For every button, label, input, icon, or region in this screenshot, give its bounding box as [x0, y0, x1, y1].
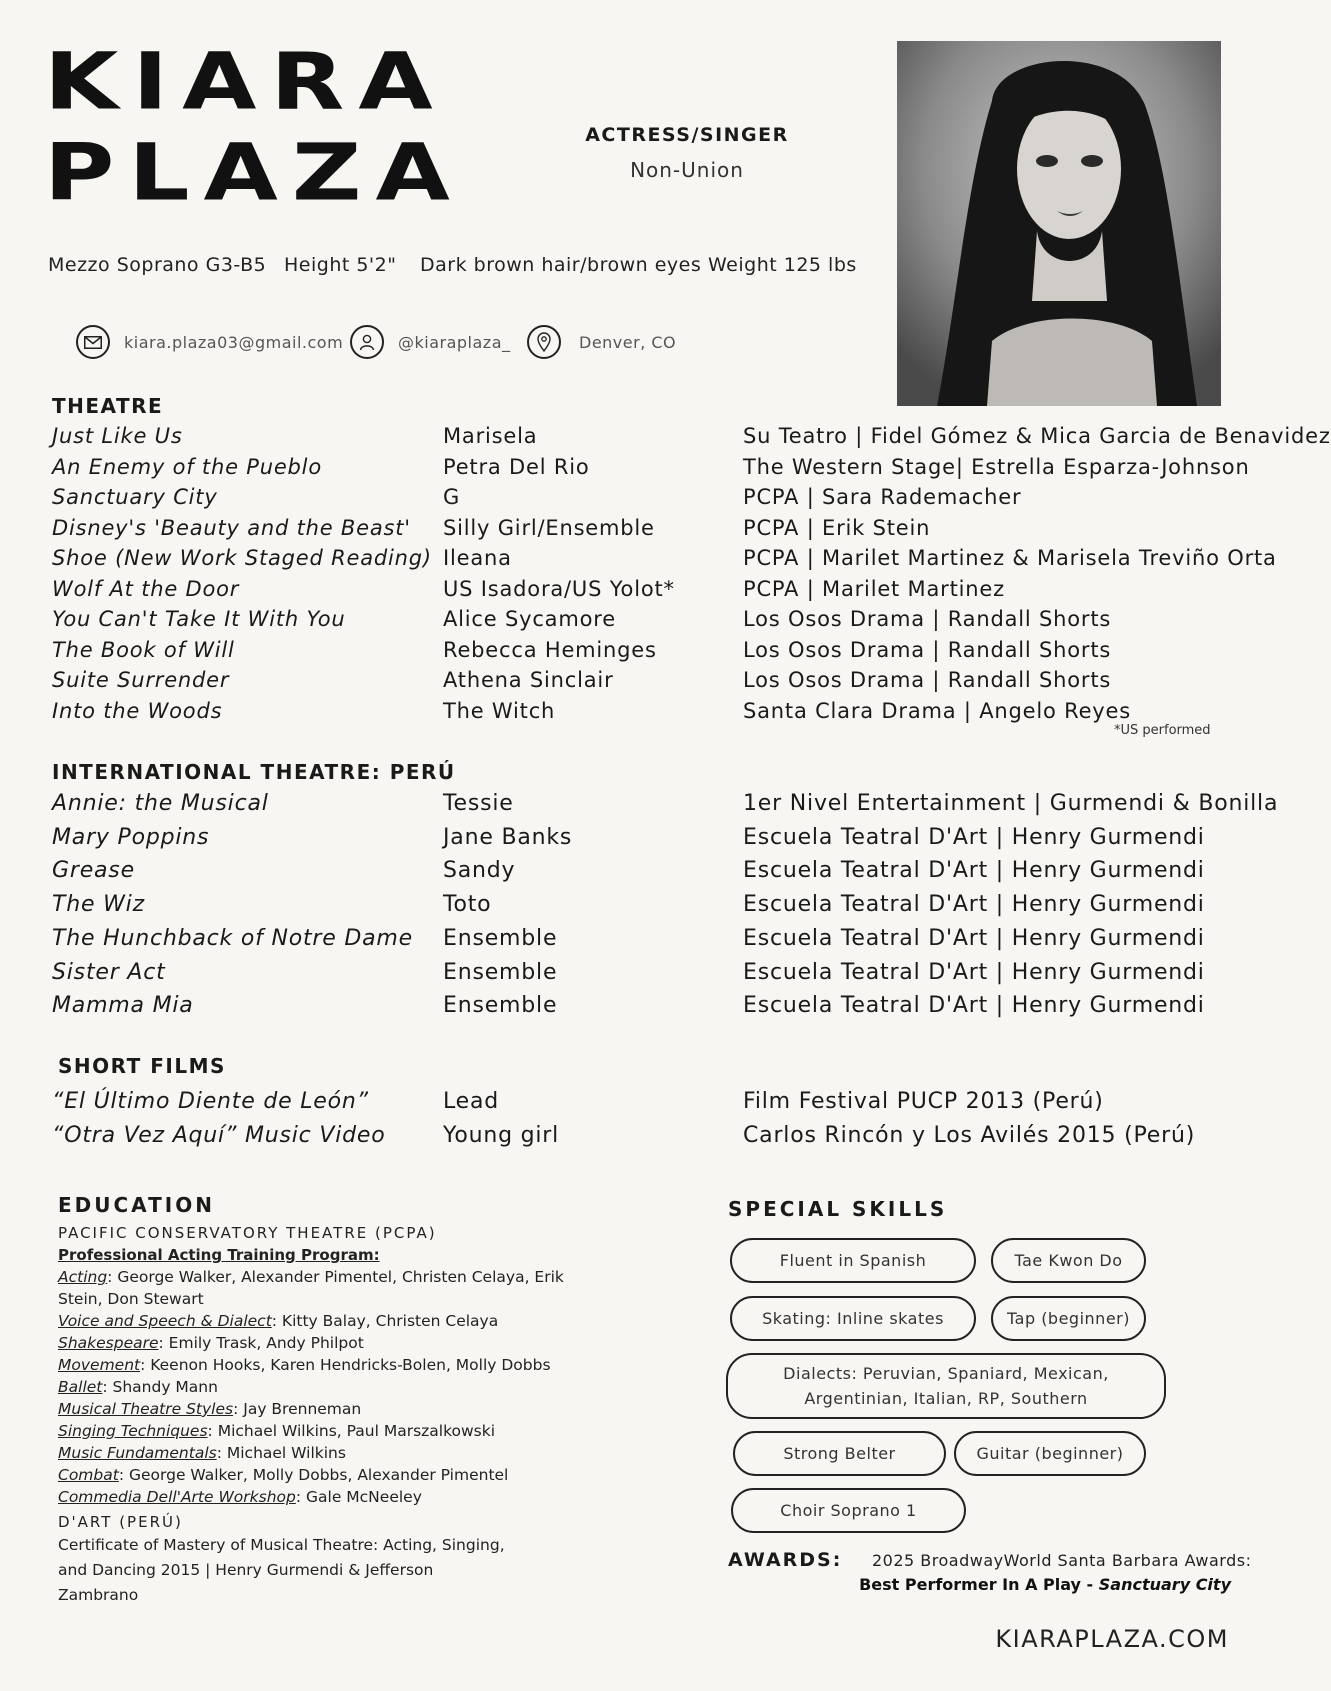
skill-pill: Fluent in Spanish	[730, 1238, 976, 1283]
instagram-handle[interactable]: @kiaraplaza_	[398, 333, 511, 352]
height-stat: Height 5'2"	[284, 254, 397, 276]
role: Lead	[443, 1089, 500, 1114]
awards-heading: AWARDS:	[728, 1549, 843, 1571]
role: Young girl	[443, 1123, 560, 1148]
company: Film Festival PUCP 2013 (Perú)	[743, 1089, 1104, 1114]
company: Escuela Teatral D'Art | Henry Gurmendi	[743, 892, 1205, 918]
role: Athena Sinclair	[443, 668, 614, 692]
role: Rebecca Heminges	[443, 637, 657, 662]
skill-pill: Tap (beginner)	[991, 1296, 1146, 1341]
table-row	[0, 993, 1269, 1023]
company: PCPA | Marilet Martinez & Marisela Treviño Orta	[743, 546, 1277, 570]
list-item: Acting: George Walker, Alexander Pimentel, Christen Celaya, Erik Stein, Don Stewart	[58, 1268, 564, 1308]
table-row	[0, 577, 1269, 607]
company: Escuela Teatral D'Art | Henry Gurmendi	[743, 959, 1205, 985]
award-detail: Best Performer In A Play - Sanctuary City	[859, 1575, 1231, 1594]
table-row	[0, 1089, 1269, 1119]
company: Escuela Teatral D'Art | Henry Gurmendi	[743, 993, 1205, 1019]
international-heading: INTERNATIONAL THEATRE: PERÚ	[52, 760, 456, 784]
table-row	[0, 892, 1269, 922]
skill-pill: Dialects: Peruvian, Spaniard, Mexican, Argentinian, Italian, RP, Southern	[726, 1353, 1166, 1419]
skill-pill: Skating: Inline skates	[730, 1296, 976, 1341]
role: Silly Girl/Ensemble	[443, 515, 655, 540]
envelope-icon	[76, 325, 110, 359]
company: Santa Clara Drama | Angelo Reyes	[743, 698, 1131, 723]
list-item: Voice and Speech & Dialect: Kitty Balay, Christen Celaya	[58, 1312, 499, 1330]
weight-stat: Weight 125 lbs	[708, 254, 857, 276]
skill-pill: Strong Belter	[733, 1431, 946, 1476]
show-title: Just Like Us	[52, 424, 183, 448]
role: Petra Del Rio	[443, 454, 590, 479]
table-row	[0, 424, 1331, 454]
list-item: Movement: Keenon Hooks, Karen Hendricks-Bolen, Molly Dobbs	[58, 1356, 551, 1374]
company: PCPA | Sara Rademacher	[743, 485, 1022, 509]
certificate: Certificate of Mastery of Musical Theatre: Acting, Singing, and Dancing 2015 | Henry Gurmendi & Jefferson Zambrano	[58, 1536, 505, 1604]
show-title: Annie: the Musical	[52, 791, 269, 816]
company: 1er Nivel Entertainment | Gurmendi & Bonilla	[743, 791, 1279, 816]
company: Los Osos Drama | Randall Shorts	[743, 607, 1112, 631]
award-title: 2025 BroadwayWorld Santa Barbara Awards:	[872, 1551, 1252, 1570]
table-row	[0, 699, 1269, 729]
show-title: The Book of Will	[52, 637, 235, 662]
role-title: ACTRESS/SINGER	[585, 124, 789, 146]
table-row	[0, 668, 1269, 698]
short-films-list	[0, 1089, 1269, 1159]
show-title: Into the Woods	[52, 698, 223, 723]
role: Alice Sycamore	[443, 607, 616, 631]
company: Su Teatro | Fidel Gómez & Mica Garcia de Benavidez	[743, 424, 1331, 448]
show-title: The Hunchback of Notre Dame	[52, 925, 413, 951]
last-name: PLAZA	[44, 126, 464, 219]
email-link[interactable]: kiara.plaza03@gmail.com	[124, 333, 344, 352]
skill-pill: Choir Soprano 1	[731, 1488, 966, 1533]
role: Marisela	[443, 424, 538, 448]
show-title: Sister Act	[52, 959, 166, 985]
show-title: Mamma Mia	[52, 993, 194, 1019]
role: Ensemble	[443, 959, 558, 985]
website-link[interactable]: KIARAPLAZA.COM	[995, 1625, 1229, 1653]
company: The Western Stage| Estrella Esparza-Johnson	[743, 454, 1250, 479]
table-row	[0, 926, 1269, 956]
show-title: Mary Poppins	[52, 824, 210, 850]
list-item: Combat: George Walker, Molly Dobbs, Alexander Pimentel	[58, 1466, 509, 1484]
theatre-list	[0, 424, 1331, 744]
special-skills-heading: SPECIAL SKILLS	[728, 1197, 948, 1221]
role: G	[443, 485, 461, 509]
role: US Isadora/US Yolot*	[443, 576, 675, 601]
role: Toto	[443, 892, 492, 918]
list-item: Musical Theatre Styles: Jay Brenneman	[58, 1400, 362, 1418]
skill-pill: Tae Kwon Do	[991, 1238, 1146, 1283]
role: Ensemble	[443, 925, 558, 951]
show-title: You Can't Take It With You	[52, 607, 346, 631]
footnote: *US performed	[1114, 723, 1211, 738]
role: Sandy	[443, 858, 516, 884]
company: PCPA | Erik Stein	[743, 515, 931, 540]
company: Carlos Rincón y Los Avilés 2015 (Perú)	[743, 1123, 1196, 1148]
list-item: Singing Techniques: Michael Wilkins, Paul Marszalkowski	[58, 1422, 496, 1440]
list-item: Commedia Dell'Arte Workshop: Gale McNeeley	[58, 1488, 422, 1506]
company: PCPA | Marilet Martinez	[743, 576, 1005, 601]
show-title: An Enemy of the Pueblo	[52, 454, 322, 479]
show-title: Suite Surrender	[52, 668, 230, 692]
table-row	[0, 825, 1269, 855]
show-title: The Wiz	[52, 892, 145, 918]
show-title: Shoe (New Work Staged Reading)	[52, 546, 432, 570]
voice-type: Mezzo Soprano G3-B5	[48, 254, 267, 276]
school-name: PACIFIC CONSERVATORY THEATRE (PCPA)	[58, 1224, 437, 1242]
first-name: KIARA	[44, 35, 447, 128]
location-text: Denver, CO	[579, 333, 677, 352]
table-row	[0, 791, 1279, 821]
role: Tessie	[443, 791, 514, 816]
role: Jane Banks	[443, 824, 573, 850]
show-title: Disney's 'Beauty and the Beast'	[52, 515, 411, 540]
education-block	[58, 1222, 598, 1608]
table-row	[0, 455, 1269, 485]
show-title: “Otra Vez Aquí” Music Video	[52, 1123, 386, 1148]
education-heading: EDUCATION	[58, 1193, 215, 1217]
short-films-heading: SHORT FILMS	[58, 1054, 226, 1078]
role: Ileana	[443, 546, 512, 570]
school-name: D'ART (PERÚ)	[58, 1513, 183, 1531]
table-row	[0, 516, 1269, 546]
table-row	[0, 638, 1269, 668]
show-title: Grease	[52, 858, 135, 884]
company: Escuela Teatral D'Art | Henry Gurmendi	[743, 858, 1205, 884]
show-title: Wolf At the Door	[52, 576, 240, 601]
show-title: Sanctuary City	[52, 485, 218, 509]
table-row	[0, 960, 1269, 990]
role: The Witch	[443, 698, 556, 723]
role: Ensemble	[443, 993, 558, 1019]
international-list	[0, 791, 1279, 1021]
list-item: Ballet: Shandy Mann	[58, 1378, 218, 1396]
table-row	[0, 546, 1277, 576]
company: Los Osos Drama | Randall Shorts	[743, 637, 1112, 662]
table-row	[0, 485, 1269, 515]
skill-pill: Guitar (beginner)	[954, 1431, 1146, 1476]
map-pin-icon	[527, 325, 561, 359]
table-row	[0, 1123, 1269, 1153]
person-icon	[350, 325, 384, 359]
company: Escuela Teatral D'Art | Henry Gurmendi	[743, 824, 1205, 850]
headshot-photo	[897, 41, 1221, 406]
theatre-heading: THEATRE	[52, 394, 164, 418]
list-item: Music Fundamentals: Michael Wilkins	[58, 1444, 346, 1462]
program-name: Professional Acting Training Program:	[58, 1246, 380, 1264]
show-title: “El Último Diente de León”	[52, 1089, 369, 1114]
table-row	[0, 858, 1269, 888]
list-item: Shakespeare: Emily Trask, Andy Philpot	[58, 1334, 364, 1352]
company: Los Osos Drama | Randall Shorts	[743, 668, 1112, 692]
company: Escuela Teatral D'Art | Henry Gurmendi	[743, 925, 1205, 951]
table-row	[0, 607, 1269, 637]
union-status: Non-Union	[630, 158, 744, 182]
hair-eyes-stat: Dark brown hair/brown eyes	[420, 254, 702, 276]
